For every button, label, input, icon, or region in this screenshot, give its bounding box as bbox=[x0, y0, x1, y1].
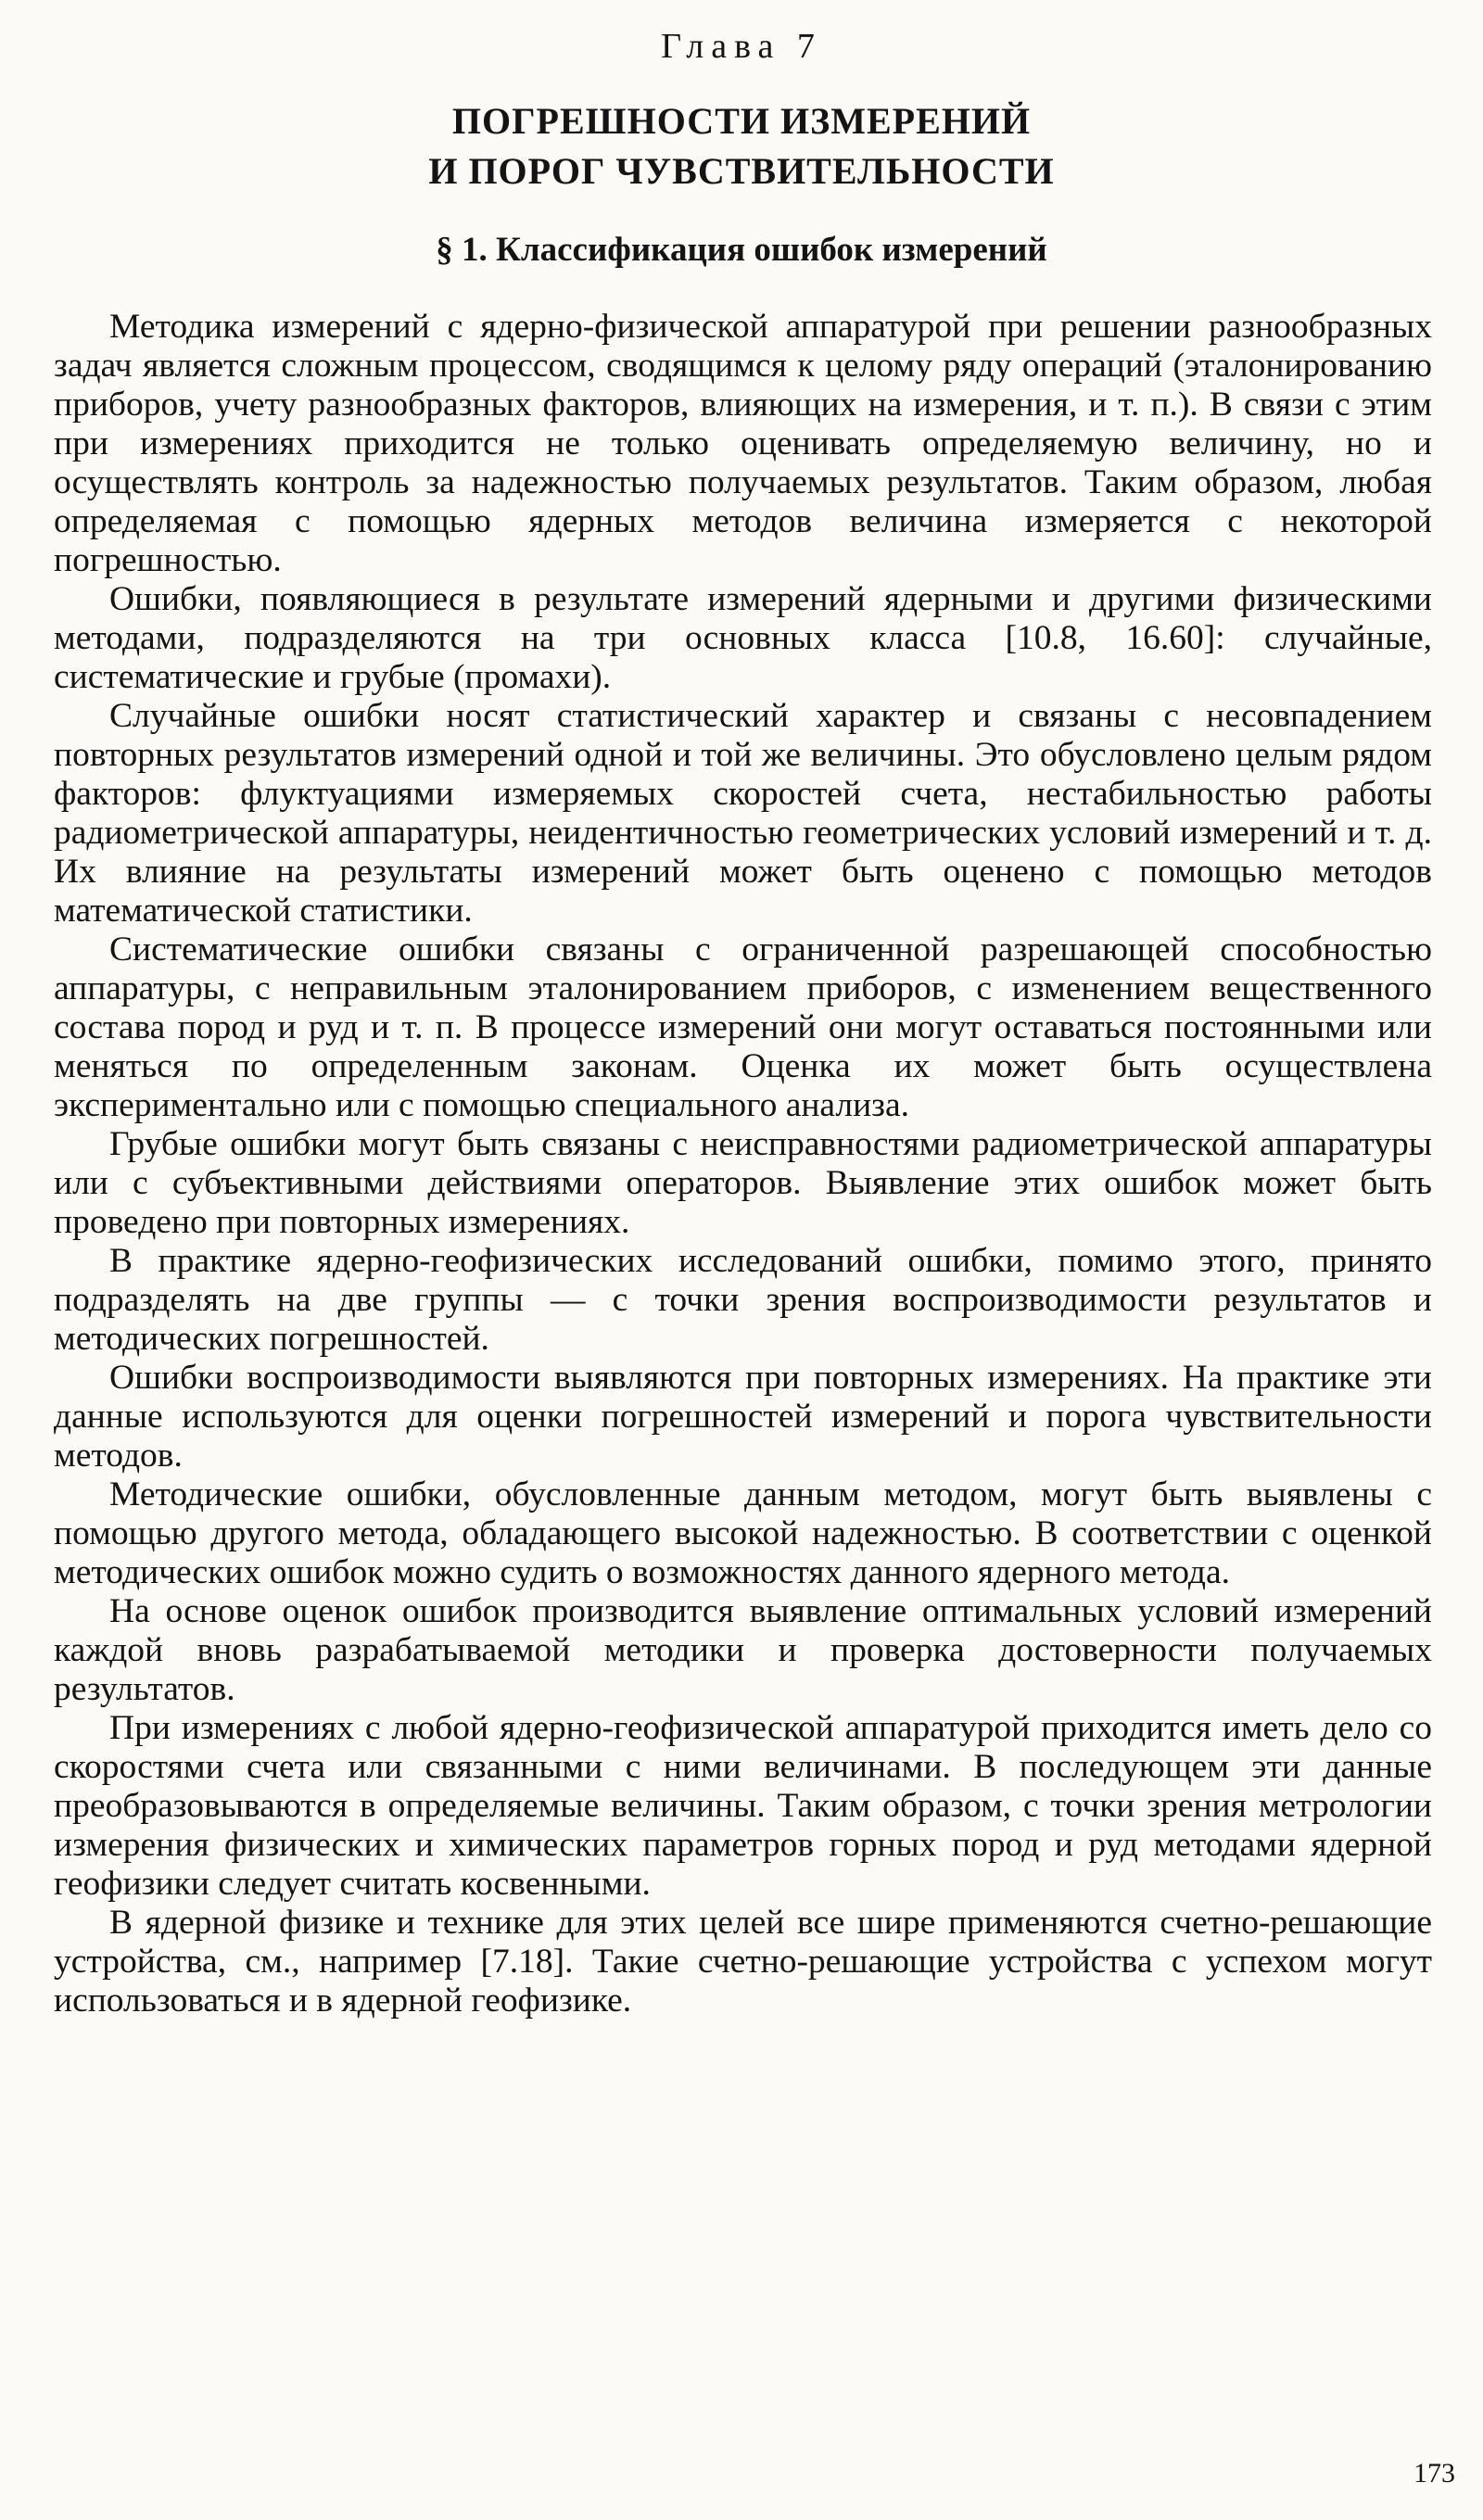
chapter-title-line-2: И ПОРОГ ЧУВСТВИТЕЛЬНОСТИ bbox=[428, 150, 1055, 192]
paragraph-systematic-errors: Систематические ошибки связаны с ограниченной разрешающей способностью аппаратуры, с неправильным эталонированием приборов, с изменением вещественного состава пород и руд и т. п. В процессе измерений они могут оставаться постоянными или меняться по определенным законам. Оценка их может быть осуществлена экспериментально или с помощью специального анализа. bbox=[54, 931, 1432, 1124]
paragraph-error-groups: В практике ядерно-геофизических исследований ошибки, помимо этого, принято подразделять на две группы — с точки зрения воспроизводимости результатов и методических погрешностей. bbox=[54, 1242, 1432, 1358]
paragraph-error-classes: Ошибки, появляющиеся в результате измерений ядерными и другими физическими методами, подразделяются на три основных класса [10.8, 16.60]: случайные, систематические и грубые (промахи). bbox=[54, 580, 1432, 696]
page-number: 173 bbox=[1413, 2458, 1455, 2488]
paragraph-reproducibility-errors: Ошибки воспроизводимости выявляются при повторных измерениях. На практике эти данные используются для оценки погрешностей измерений и порога чувствительности методов. bbox=[54, 1359, 1432, 1475]
paragraph-intro: Методика измерений с ядерно-физической аппаратурой при решении разнообразных задач является сложным процессом, сводящимся к целому ряду операций (эталонированию приборов, учету разнообразных факторов, влияющих на измерения, и т. п.). В связи с этим при измерениях приходится не только оценивать определяемую величину, но и осуществлять контроль за надежностью получаемых результатов. Таким образом, любая определяемая с помощью ядерных методов величина измеряется с некоторой погрешностью. bbox=[54, 308, 1432, 579]
section-title: § 1. Классификация ошибок измерений bbox=[436, 231, 1047, 269]
paragraph-gross-errors: Грубые ошибки могут быть связаны с неисправностями радиометрической аппаратуры или с субъективными действиями операторов. Выявление этих ошибок может быть проведено при повторных измерениях. bbox=[54, 1125, 1432, 1241]
body-text bbox=[54, 308, 1432, 2020]
paragraph-random-errors: Случайные ошибки носят статистический характер и связаны с несовпадением повторных результатов измерений одной и той же величины. Это обусловлено целым рядом факторов: флуктуациями измеряемых скоростей счета, нестабильностью работы радиометрической аппаратуры, неидентичностью геометрических условий измерений и т. д. Их влияние на результаты измерений может быть оценено с помощью методов математической статистики. bbox=[54, 697, 1432, 930]
paragraph-optimal-conditions: На основе оценок ошибок производится выявление оптимальных условий измерений каждой вновь разрабатываемой методики и проверка достоверности получаемых результатов. bbox=[54, 1592, 1432, 1708]
chapter-title bbox=[0, 96, 1483, 196]
paragraph-methodical-errors: Методические ошибки, обусловленные данным методом, могут быть выявлены с помощью другого метода, обладающего высокой надежностью. В соответствии с оценкой методических ошибок можно судить о возможностях данного ядерного метода. bbox=[54, 1475, 1432, 1591]
paragraph-computing-devices: В ядерной физике и технике для этих целей все шире применяются счетно-решающие устройства, см., например [7.18]. Такие счетно-решающие устройства с успехом могут использоваться и в ядерной геофизике. bbox=[54, 1904, 1432, 2020]
chapter-label: Глава 7 bbox=[661, 27, 822, 66]
chapter-title-line-1: ПОГРЕШНОСТИ ИЗМЕРЕНИЙ bbox=[451, 100, 1032, 142]
paragraph-indirect-measurements: При измерениях с любой ядерно-геофизической аппаратурой приходится иметь дело со скоростями счета или связанными с ними величинами. В последующем эти данные преобразовываются в определяемые величины. Таким образом, с точки зрения метрологии измерения физических и химических параметров горных пород и руд методами ядерной геофизики следует считать косвенными. bbox=[54, 1709, 1432, 1903]
